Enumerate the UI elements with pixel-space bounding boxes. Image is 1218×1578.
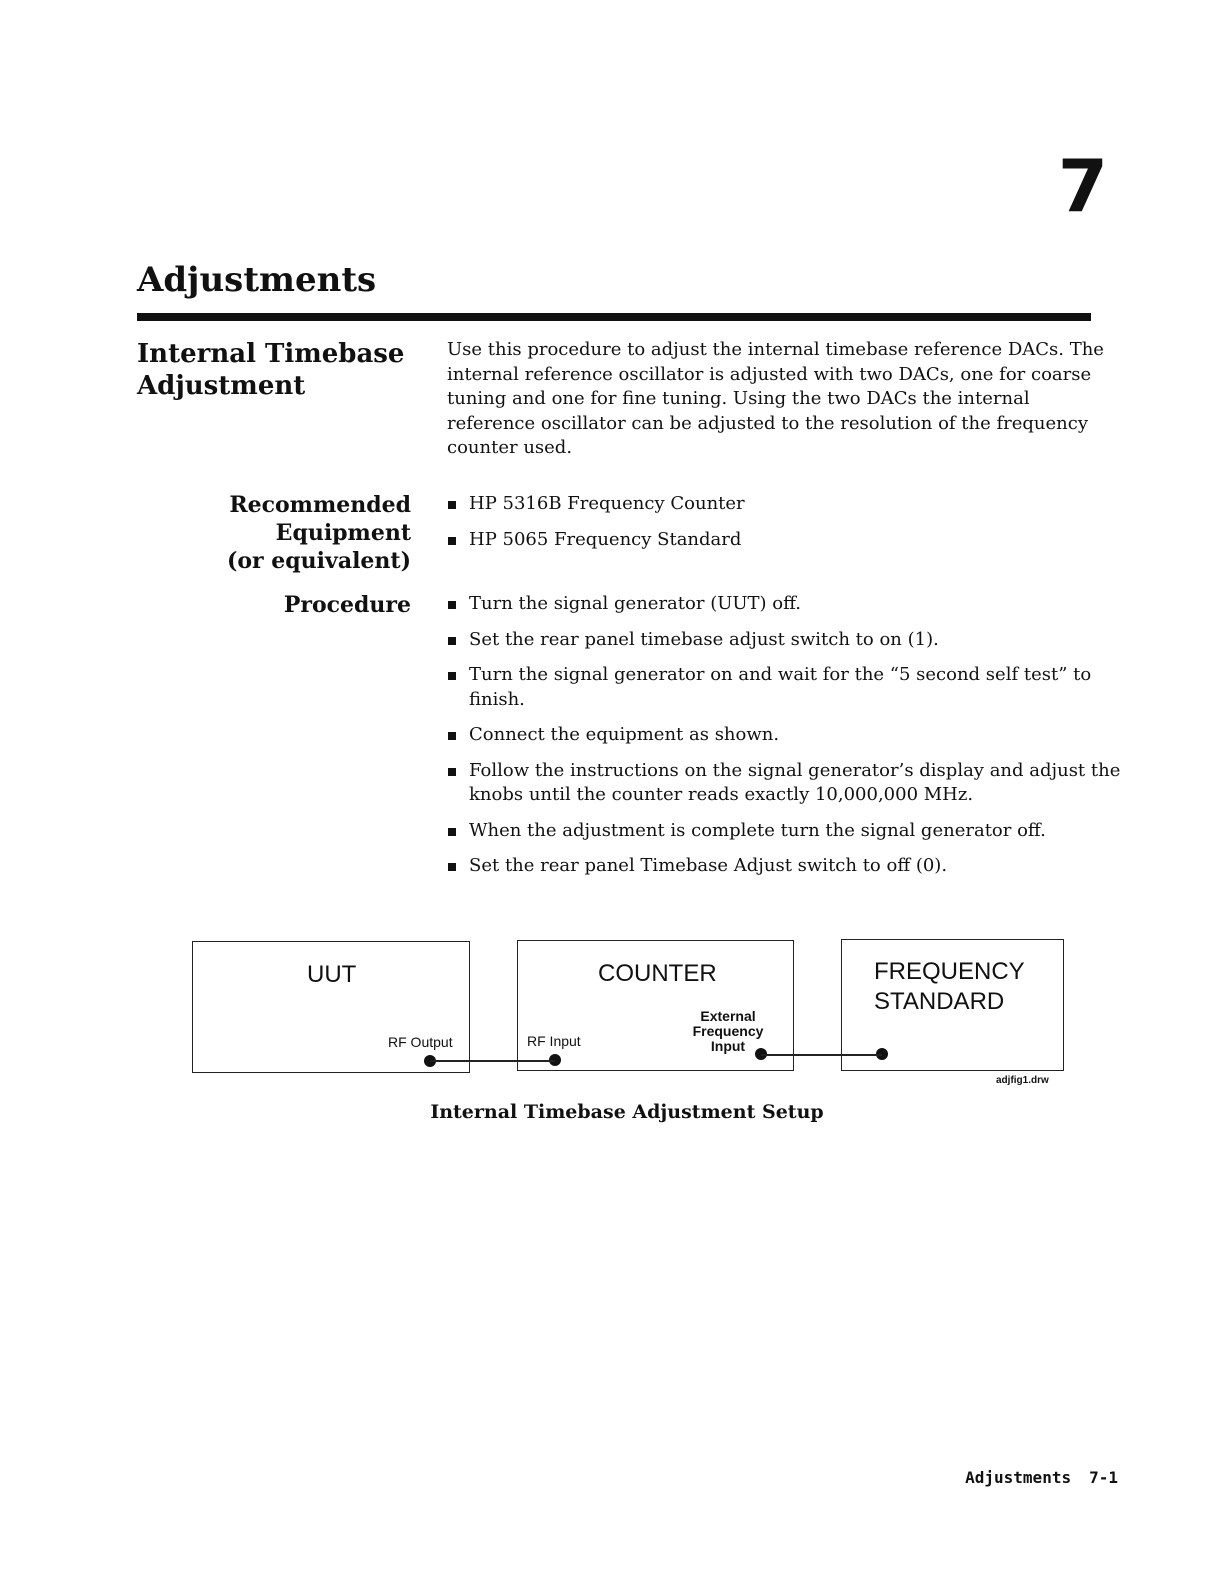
uut-title: UUT	[307, 961, 357, 988]
uut-output-dot	[424, 1055, 436, 1067]
counter-input-dot	[549, 1054, 561, 1066]
standard-title	[874, 957, 1025, 1017]
equipment-label-line: Equipment	[275, 520, 411, 546]
procedure-step: Set the rear panel Timebase Adjust switch to off (0).	[447, 854, 1127, 879]
equipment-list	[447, 492, 1127, 563]
chapter-title: Adjustments	[137, 260, 377, 300]
page-footer	[965, 1468, 1118, 1487]
standard-title-line: FREQUENCY	[874, 958, 1025, 985]
procedure-step: Connect the equipment as shown.	[447, 723, 1127, 748]
counter-ext-line: Input	[710, 1038, 746, 1054]
procedure-step: Turn the signal generator on and wait for the “5 second self test” to finish.	[447, 663, 1127, 712]
procedure-step: Turn the signal generator (UUT) off.	[447, 592, 1127, 617]
ref-cable	[761, 1054, 882, 1056]
equipment-item: HP 5065 Frequency Standard	[447, 528, 1127, 553]
section-title-line: Internal Timebase	[137, 339, 405, 369]
equipment-label	[227, 491, 411, 575]
standard-title-line: STANDARD	[874, 988, 1005, 1015]
standard-dot	[876, 1048, 888, 1060]
title-rule	[137, 313, 1091, 321]
procedure-label	[284, 591, 411, 619]
figure-caption: Internal Timebase Adjustment Setup	[430, 1101, 824, 1123]
counter-ext-dot	[755, 1048, 767, 1060]
rf-cable	[430, 1060, 555, 1062]
counter-ext-line: Frequency	[692, 1023, 764, 1039]
section-title-line: Adjustment	[137, 371, 306, 401]
standard-box	[841, 939, 1064, 1071]
counter-box	[517, 940, 794, 1071]
procedure-label-line: Procedure	[283, 592, 411, 618]
procedure-step: Follow the instructions on the signal generator’s display and adjust the knobs until the counter reads exactly 10,000,000 MHz.	[447, 759, 1127, 808]
counter-ext-line: External	[700, 1008, 756, 1024]
procedure-list	[447, 592, 1127, 890]
counter-port-label: RF Input	[527, 1033, 581, 1049]
procedure-step: Set the rear panel timebase adjust switch to on (1).	[447, 628, 1127, 653]
procedure-step: When the adjustment is complete turn the signal generator off.	[447, 819, 1127, 844]
equipment-label-line: Recommended	[229, 492, 411, 518]
diagram-file-tag: adjfig1.drw	[996, 1075, 1049, 1086]
counter-ext-label	[678, 1009, 778, 1054]
footer-page-number: 7-1	[1089, 1468, 1118, 1487]
chapter-number: 7	[1057, 144, 1108, 228]
footer-section: Adjustments	[965, 1468, 1072, 1487]
uut-box	[192, 941, 470, 1073]
uut-port-label: RF Output	[388, 1034, 453, 1050]
section-title	[137, 338, 437, 402]
equipment-label-line: (or equivalent)	[226, 548, 411, 574]
equipment-item: HP 5316B Frequency Counter	[447, 492, 1127, 517]
counter-title: COUNTER	[598, 960, 717, 987]
section-intro: Use this procedure to adjust the internal timebase reference DACs. The internal reference oscillator is adjusted with two DACs, one for coarse tuning and one for fine tuning. Using the two DACs the internal reference oscillator can be adjusted to the resolution of the frequency counter used.	[447, 339, 1104, 458]
